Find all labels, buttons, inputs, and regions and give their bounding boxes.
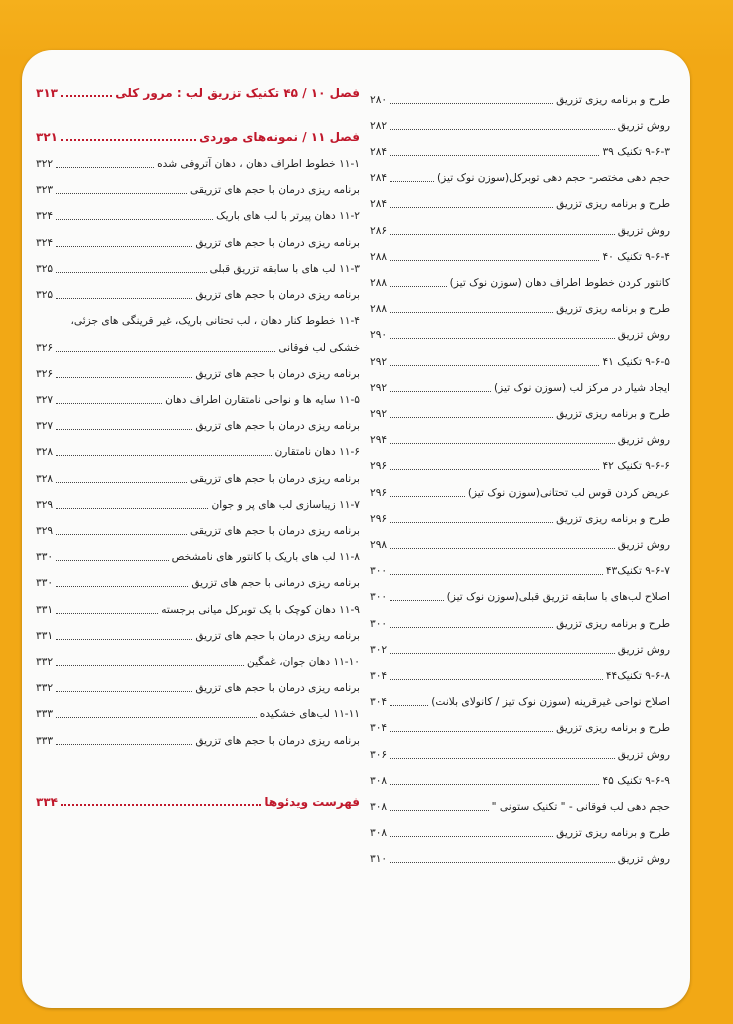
toc-entry <box>370 451 670 473</box>
dot-leader <box>390 234 615 235</box>
toc-page-number: ۳۳۱ <box>36 630 54 642</box>
toc-page-number: ۳۳۰ <box>36 577 54 589</box>
toc-page-number: ۲۸۲ <box>370 120 388 132</box>
dot-leader <box>56 246 192 247</box>
toc-page-number: ۳۰۸ <box>370 827 388 839</box>
dot-leader <box>56 455 271 456</box>
toc-page-number: ۳۰۶ <box>370 749 388 761</box>
dot-leader <box>390 469 599 470</box>
dot-leader <box>390 784 599 785</box>
dot-leader <box>56 403 162 404</box>
toc-entry <box>36 437 360 459</box>
toc-entry <box>36 201 360 223</box>
dot-leader <box>390 862 615 863</box>
toc-entry <box>370 740 670 762</box>
toc-entry <box>36 699 360 721</box>
toc-entry-title: ۱۱-۶ دهان نامتقارن <box>274 446 360 458</box>
toc-entry-title: برنامه ریزی درمان با حجم های تزریق <box>195 630 360 642</box>
toc-page-number: ۲۹۲ <box>370 356 388 368</box>
dot-leader <box>390 260 599 261</box>
toc-entry-title: طرح و برنامه ریزی تزریق <box>556 94 670 106</box>
toc-page-number: ۲۸۴ <box>370 172 388 184</box>
toc-page-number: ۳۰۴ <box>370 696 388 708</box>
toc-entry <box>36 595 360 617</box>
toc-entry <box>36 490 360 512</box>
toc-page-number: ۳۳۰ <box>36 551 54 563</box>
toc-entry-title: ۹-۶-۵ تکنیک ۴۱ <box>602 356 670 368</box>
toc-entry <box>370 111 670 133</box>
toc-entry <box>370 635 670 657</box>
toc-entry-title: ۱۱-۱ خطوط اطراف دهان ، دهان آتروفی شده <box>157 158 360 170</box>
dot-leader <box>390 129 615 130</box>
toc-entry <box>370 294 670 316</box>
toc-page-number: ۳۱۰ <box>370 853 388 865</box>
toc-entry <box>370 268 670 290</box>
dot-leader <box>390 705 428 706</box>
toc-entry-title: طرح و برنامه ریزی تزریق <box>556 722 670 734</box>
toc-entry <box>370 163 670 185</box>
toc-entry <box>370 844 670 866</box>
toc-page-number: ۲۹۶ <box>370 487 388 499</box>
toc-page-number: ۲۹۲ <box>370 382 388 394</box>
toc-page-number: ۳۰۸ <box>370 801 388 813</box>
toc-entry <box>36 254 360 276</box>
toc-entry-title: ۱۱-۵ سایه ها و نواحی نامتقارن اطراف دهان <box>165 394 360 406</box>
dot-leader <box>56 508 208 509</box>
toc-entry-title: خشکی لب فوقانی <box>278 342 360 354</box>
toc-entry <box>370 216 670 238</box>
toc-entry-title: ۱۱-۷ زیباسازی لب های پر و جوان <box>211 499 360 511</box>
toc-page-number: ۲۸۴ <box>370 146 388 158</box>
toc-entry-title: ایجاد شیار در مرکز لب (سوزن نوک تیز) <box>494 382 670 394</box>
toc-entry <box>36 568 360 590</box>
toc-entry <box>370 504 670 526</box>
toc-page <box>22 50 690 1008</box>
toc-page-number: ۲۸۰ <box>370 94 388 106</box>
dot-leader <box>56 586 188 587</box>
toc-entry-title: برنامه ریزی درمان با حجم های تزریق <box>195 237 360 249</box>
toc-page-number: ۲۸۶ <box>370 225 388 237</box>
toc-entry <box>36 228 360 250</box>
dot-leader <box>56 639 192 640</box>
toc-chapter-heading <box>36 122 360 144</box>
toc-entry-title: اصلاح لب‌های با سابقه تزریق قبلی(سوزن نوک تیز) <box>446 591 670 603</box>
toc-entry-title: اصلاح نواحی غیرقرینه (سوزن نوک تیز / کانولای بلانت) <box>431 696 670 708</box>
toc-entry-title: ۱۱-۱۱ لب‌های خشکیده <box>259 708 360 720</box>
toc-entry <box>370 687 670 709</box>
toc-page-number: ۲۹۰ <box>370 329 388 341</box>
toc-entry-title: روش تزریق <box>617 644 670 656</box>
dot-leader <box>390 312 553 313</box>
toc-entry-title: کانتور کردن خطوط اطراف دهان (سوزن نوک تیز) <box>449 277 670 289</box>
toc-entry-title: روش تزریق <box>617 120 670 132</box>
toc-entry-title: روش تزریق <box>617 329 670 341</box>
dot-leader <box>56 377 192 378</box>
toc-page-number: ۳۲۱ <box>36 130 58 144</box>
toc-page-number: ۳۰۰ <box>370 565 388 577</box>
toc-entry <box>370 792 670 814</box>
toc-page-number: ۳۲۵ <box>36 263 54 275</box>
toc-entry-title: برنامه ریزی درمان با حجم های تزریق <box>195 735 360 747</box>
toc-entry <box>36 516 360 538</box>
toc-page-number: ۳۲۸ <box>36 473 54 485</box>
toc-entry <box>36 411 360 433</box>
toc-entry <box>370 399 670 421</box>
dot-leader <box>390 155 599 156</box>
dot-leader <box>390 365 599 366</box>
dot-leader <box>390 836 553 837</box>
dot-leader <box>390 548 615 549</box>
toc-entry-title: برنامه ریزی درمانی با حجم های تزریق <box>191 577 360 589</box>
toc-entry <box>36 647 360 669</box>
toc-entry-title: ۱۱-۲ دهان پیرتر با لب های باریک <box>216 210 360 222</box>
toc-chapter-heading <box>36 787 360 809</box>
dot-leader <box>390 522 553 523</box>
toc-page-number: ۲۹۴ <box>370 434 388 446</box>
toc-entry <box>370 242 670 264</box>
toc-entry-title: حجم دهی مختصر- حجم دهی توبرکل(سوزن نوک تیز) <box>437 172 670 184</box>
toc-page-number: ۳۲۲ <box>36 158 54 170</box>
toc-page-number: ۳۲۸ <box>36 446 54 458</box>
toc-entry-title: ۹-۶-۴ تکنیک ۴۰ <box>602 251 670 263</box>
toc-page-number: ۳۰۰ <box>370 618 388 630</box>
toc-entry <box>370 713 670 735</box>
toc-entry <box>370 85 670 107</box>
dot-leader <box>56 167 154 168</box>
toc-entry-title: طرح و برنامه ریزی تزریق <box>556 513 670 525</box>
dot-leader <box>56 219 213 220</box>
toc-entry-title: ۹-۶-۹ تکنیک ۴۵ <box>602 775 670 787</box>
toc-entry-title: عریض کردن قوس لب تحتانی(سوزن نوک تیز) <box>467 487 670 499</box>
toc-entry <box>370 556 670 578</box>
toc-entry <box>36 542 360 564</box>
dot-leader <box>56 298 192 299</box>
dot-leader <box>390 810 489 811</box>
toc-page-number: ۲۹۶ <box>370 513 388 525</box>
toc-entry <box>36 280 360 302</box>
toc-entry <box>36 621 360 643</box>
dot-leader <box>390 574 603 575</box>
toc-page-number: ۳۲۶ <box>36 368 54 380</box>
toc-page-number: ۳۳۳ <box>36 735 54 747</box>
toc-page-number: ۳۰۸ <box>370 775 388 787</box>
dot-leader <box>390 496 465 497</box>
toc-entry <box>370 189 670 211</box>
toc-page-number: ۳۲۶ <box>36 342 54 354</box>
toc-entry-title: ۹-۶-۶ تکنیک ۴۲ <box>602 460 670 472</box>
toc-page-number: ۳۲۴ <box>36 210 54 222</box>
toc-page-number: ۳۳۴ <box>36 795 58 809</box>
toc-entry <box>36 385 360 407</box>
toc-page-number: ۳۳۱ <box>36 604 54 616</box>
toc-entry-title: فصل ۱۰ / ۴۵ تکنیک تزریق لب : مرور کلی <box>115 86 360 100</box>
toc-entry-title: برنامه ریزی درمان با حجم های تزریق <box>195 368 360 380</box>
toc-page-number: ۳۲۹ <box>36 525 54 537</box>
dot-leader <box>56 534 187 535</box>
toc-page-number: ۳۲۹ <box>36 499 54 511</box>
toc-page-number: ۳۲۷ <box>36 420 54 432</box>
dot-leader <box>56 560 169 561</box>
dot-leader <box>390 103 553 104</box>
toc-page-number: ۳۳۲ <box>36 682 54 694</box>
toc-entry <box>36 175 360 197</box>
toc-entry-title: طرح و برنامه ریزی تزریق <box>556 618 670 630</box>
dot-leader <box>390 181 434 182</box>
toc-entry <box>370 818 670 840</box>
toc-entry-title: روش تزریق <box>617 749 670 761</box>
dot-leader <box>390 417 553 418</box>
toc-page-number: ۳۲۷ <box>36 394 54 406</box>
dot-leader <box>390 758 615 759</box>
toc-page-number: ۳۰۲ <box>370 644 388 656</box>
toc-entry <box>370 661 670 683</box>
toc-entry-title: طرح و برنامه ریزی تزریق <box>556 303 670 315</box>
toc-entry-title: طرح و برنامه ریزی تزریق <box>556 827 670 839</box>
toc-entry-title: فهرست ویدئوها <box>264 795 360 809</box>
dot-leader <box>390 286 447 287</box>
toc-entry <box>370 582 670 604</box>
toc-entry-title: ۹-۶-۸ تکنیک۴۴ <box>605 670 670 682</box>
toc-entry-title: روش تزریق <box>617 225 670 237</box>
toc-page-number: ۲۸۸ <box>370 303 388 315</box>
dot-leader <box>56 193 187 194</box>
dot-leader <box>61 95 112 97</box>
dot-leader <box>61 139 196 141</box>
toc-entry-title: برنامه ریزی درمان با حجم های تزریق <box>195 420 360 432</box>
toc-entry <box>36 306 360 328</box>
dot-leader <box>56 351 275 352</box>
toc-page-number: ۳۲۴ <box>36 237 54 249</box>
toc-entry-title: ۱۱-۳ لب های با سابقه تزریق قبلی <box>209 263 360 275</box>
toc-page-number: ۳۲۳ <box>36 184 54 196</box>
dot-leader <box>390 731 553 732</box>
dot-leader <box>56 691 192 692</box>
dot-leader <box>390 207 553 208</box>
toc-page-number: ۳۲۵ <box>36 289 54 301</box>
toc-page-number: ۲۹۶ <box>370 460 388 472</box>
toc-page-number: ۳۳۳ <box>36 708 54 720</box>
dot-leader <box>390 443 615 444</box>
toc-page-number: ۳۰۴ <box>370 722 388 734</box>
dot-leader <box>390 338 615 339</box>
dot-leader <box>390 600 444 601</box>
toc-entry <box>36 149 360 171</box>
toc-entry <box>370 347 670 369</box>
toc-entry <box>36 359 360 381</box>
toc-entry-title: فصل ۱۱ / نمونه‌های موردی <box>199 130 360 144</box>
toc-chapter-heading <box>36 78 360 100</box>
toc-entry <box>370 425 670 447</box>
toc-entry-title: روش تزریق <box>617 853 670 865</box>
toc-page-number: ۳۰۴ <box>370 670 388 682</box>
dot-leader <box>56 717 257 718</box>
toc-entry-title: ۱۱-۹ دهان کوچک با یک توبرکل میانی برجسته <box>161 604 360 616</box>
toc-entry-title: روش تزریق <box>617 434 670 446</box>
toc-entry-title: حجم دهی لب فوقانی - " تکنیک ستونی " <box>491 801 670 813</box>
toc-entry-title: طرح و برنامه ریزی تزریق <box>556 198 670 210</box>
toc-entry-title: برنامه ریزی درمان با حجم های تزریق <box>195 682 360 694</box>
toc-entry <box>370 478 670 500</box>
toc-page-number: ۲۸۸ <box>370 251 388 263</box>
toc-entry-title: برنامه ریزی درمان با حجم های تزریقی <box>189 525 360 537</box>
toc-page-number: ۲۸۸ <box>370 277 388 289</box>
dot-leader <box>56 429 192 430</box>
dot-leader <box>390 679 603 680</box>
dot-leader <box>56 482 187 483</box>
toc-entry <box>370 137 670 159</box>
toc-entry-title: برنامه ریزی درمان با حجم های تزریقی <box>189 473 360 485</box>
toc-entry-title: طرح و برنامه ریزی تزریق <box>556 408 670 420</box>
toc-entry <box>36 464 360 486</box>
toc-entry-title: روش تزریق <box>617 539 670 551</box>
toc-entry <box>370 373 670 395</box>
toc-entry <box>36 726 360 748</box>
toc-entry <box>370 766 670 788</box>
toc-entry-title: ۱۱-۴ خطوط کنار دهان ، لب تحتانی باریک، غیر قرینگی های جزئی، <box>70 315 360 327</box>
toc-page-number: ۲۸۴ <box>370 198 388 210</box>
toc-entry <box>370 609 670 631</box>
dot-leader <box>390 627 553 628</box>
toc-entry-title: برنامه ریزی درمان با حجم های تزریقی <box>189 184 360 196</box>
toc-page-number: ۲۹۸ <box>370 539 388 551</box>
toc-page-number: ۳۱۳ <box>36 86 58 100</box>
dot-leader <box>56 272 207 273</box>
toc-page-number: ۳۰۰ <box>370 591 388 603</box>
dot-leader <box>61 804 261 806</box>
dot-leader <box>56 613 158 614</box>
toc-entry <box>370 320 670 342</box>
dot-leader <box>390 653 615 654</box>
toc-entry-title: ۹-۶-۷ تکنیک۴۳ <box>605 565 670 577</box>
dot-leader <box>56 744 192 745</box>
toc-entry <box>36 333 360 355</box>
toc-entry-title: ۱۱-۸ لب های باریک با کانتور های نامشخص <box>171 551 360 563</box>
toc-page-number: ۳۳۲ <box>36 656 54 668</box>
toc-entry-title: ۹-۶-۳ تکنیک ۳۹ <box>602 146 670 158</box>
toc-entry <box>36 673 360 695</box>
toc-entry <box>370 530 670 552</box>
dot-leader <box>56 665 244 666</box>
toc-page-number: ۲۹۲ <box>370 408 388 420</box>
dot-leader <box>390 391 491 392</box>
toc-entry-title: ۱۱-۱۰ دهان جوان، غمگین <box>247 656 360 668</box>
toc-entry-title: برنامه ریزی درمان با حجم های تزریق <box>195 289 360 301</box>
